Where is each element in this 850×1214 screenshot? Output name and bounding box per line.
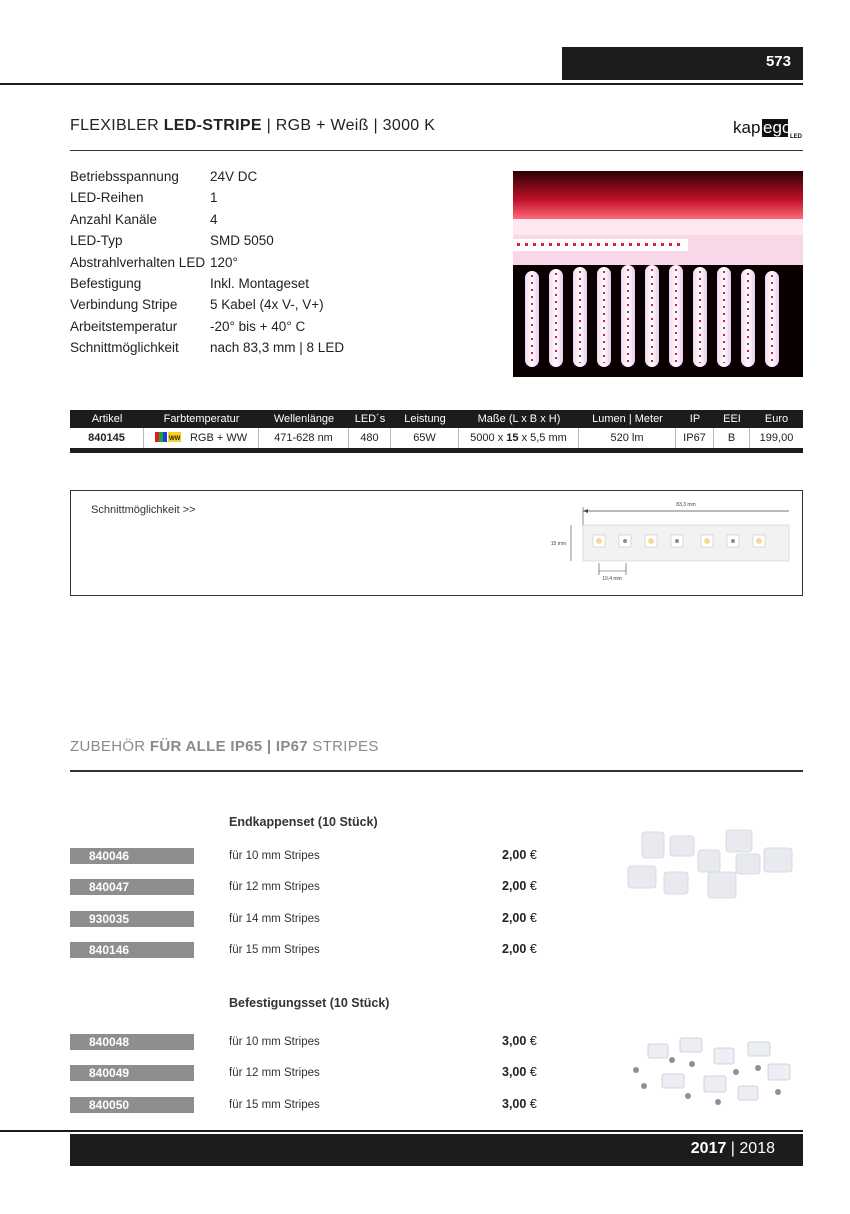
title-bold: LED-STRIPE [163,117,262,134]
spec-value: 120° [210,254,238,270]
catalog-year [691,1140,775,1158]
header-leistung: Leistung [404,413,446,425]
acc-desc: für 15 mm Stripes [229,944,320,956]
price-value: 3,00 [502,1034,527,1048]
acc-title-suffix: STRIPES [307,738,379,755]
group-title-befestigungsset: Befestigungsset (10 Stück) [229,996,390,1010]
cell-leistung: 65W [391,428,459,448]
spec-value: nach 83,3 mm | 8 LED [210,340,345,356]
acc-price [502,1065,537,1079]
cell-eei: B [714,428,750,448]
acc-desc: für 12 mm Stripes [229,1067,320,1079]
accessories-title [70,738,379,755]
header-ip: IP [689,413,701,425]
dim-length: 83,3 mm [676,502,696,508]
table-header [70,410,803,428]
price-value: 2,00 [502,879,527,893]
year-bold: 2017 [690,1140,727,1157]
logo-text: kap [733,118,761,137]
price-value: 2,00 [502,848,527,862]
dim-width: 15 mm [550,541,566,547]
svg-text:LED: LED [790,134,802,139]
acc-desc: für 10 mm Stripes [229,1036,320,1048]
header-rule [0,83,803,85]
header-lumen: Lumen | Meter [592,413,663,425]
cell-artikel: 840145 [70,428,144,448]
cut-section [70,490,803,596]
spec-row [70,233,490,254]
table-row [70,428,803,453]
acc-desc: für 12 mm Stripes [229,881,320,893]
header-farbtemperatur: Farbtemperatur [163,413,240,425]
price-value: 3,00 [502,1065,527,1079]
spec-label: LED-Typ [70,233,123,249]
dim-spacing: 10,4 mm [602,576,622,582]
acc-price [502,848,537,862]
rgb-ww-icon [155,432,181,442]
cut-diagram [541,497,791,592]
svg-text:ego: ego [763,118,792,137]
masse-bold: 15 [506,432,519,444]
acc-title-bold: FÜR ALLE IP65 | IP67 [149,738,308,755]
spec-row [70,169,490,190]
title-prefix: FLEXIBLER [70,117,164,134]
title-rule [70,150,803,151]
currency: € [529,1097,537,1111]
endcaps-image [618,822,804,912]
footer-rule [0,1130,803,1132]
spec-value: 1 [210,190,218,206]
spec-row [70,340,490,361]
price-value: 3,00 [502,1097,527,1111]
acc-title-prefix: ZUBEHÖR [70,738,150,755]
kapego-logo [733,117,803,139]
currency: € [529,1065,537,1079]
acc-desc: für 14 mm Stripes [229,913,320,925]
cell-euro: 199,00 [759,432,794,444]
price-value: 2,00 [502,911,527,925]
farbtemperatur-text: RGB + WW [189,432,248,444]
spec-value: 5 Kabel (4x V-, V+) [210,297,324,313]
product-table [70,410,803,453]
title-suffix: | RGB + Weiß | 3000 K [261,117,436,134]
spec-label: LED-Reihen [70,190,144,206]
header-euro: Euro [764,413,789,425]
article-badge: 840050 [70,1097,194,1113]
spec-value: 24V DC [210,169,258,184]
cell-wellenlaenge: 471-628 nm [259,428,349,448]
spec-label: Abstrahlverhalten LED [70,254,206,270]
article-badge: 840049 [70,1065,194,1081]
currency: € [529,911,537,925]
currency: € [529,879,537,893]
spec-list [70,169,490,362]
acc-desc: für 15 mm Stripes [229,1099,320,1111]
spec-row [70,255,490,276]
product-photo [513,171,803,377]
spec-row [70,319,490,340]
article-badge: 930035 [70,911,194,927]
header-wellenlaenge: Wellenlänge [273,413,335,425]
article-badge: 840047 [70,879,194,895]
accessories-rule [70,770,803,772]
spec-value: 4 [210,211,218,227]
acc-price [502,879,537,893]
year-rest: | 2018 [726,1140,775,1157]
currency: € [529,942,537,956]
header-leds: LED´s [354,413,386,425]
spec-label: Anzahl Kanäle [70,211,158,227]
footer-bar [70,1134,803,1166]
cell-farbtemperatur [144,428,259,448]
mounting-set-image [618,1030,804,1115]
cut-label: Schnittmöglichkeit >> [91,504,196,516]
acc-price [502,942,537,956]
acc-price [502,1034,537,1048]
cell-lumen: 520 lm [579,428,676,448]
spec-label: Befestigung [70,275,142,291]
article-badge: 840146 [70,942,194,958]
spec-value: -20° bis + 40° C [210,318,306,334]
spec-label: Arbeitstemperatur [70,318,178,334]
currency: € [529,848,537,862]
masse-pre: 5000 x [470,432,507,444]
cell-leds: 480 [349,428,391,448]
article-badge: 840048 [70,1034,194,1050]
cell-masse [459,428,579,448]
header-artikel: Artikel [91,413,123,425]
masse-post: x 5,5 mm [518,432,567,444]
page-number: 573 [765,53,791,70]
header-eei: EEI [723,413,741,425]
group-title-endkappenset: Endkappenset (10 Stück) [229,815,378,829]
page-title [70,117,435,135]
acc-price [502,911,537,925]
currency: € [529,1034,537,1048]
ww-icon-text: WW [168,436,181,442]
spec-row [70,190,490,211]
spec-row [70,297,490,318]
acc-desc: für 10 mm Stripes [229,850,320,862]
spec-label: Betriebsspannung [70,169,179,184]
spec-value: SMD 5050 [210,233,274,249]
page-number-box [562,47,803,80]
spec-label: Schnittmöglichkeit [70,340,179,356]
acc-price [502,1097,537,1111]
cell-ip: IP67 [676,428,714,448]
price-value: 2,00 [502,942,527,956]
spec-value: Inkl. Montageset [210,275,310,291]
article-badge: 840046 [70,848,194,864]
spec-label: Verbindung Stripe [70,297,178,313]
spec-row [70,276,490,297]
header-masse: Maße (L x B x H) [477,413,561,425]
spec-row [70,212,490,233]
